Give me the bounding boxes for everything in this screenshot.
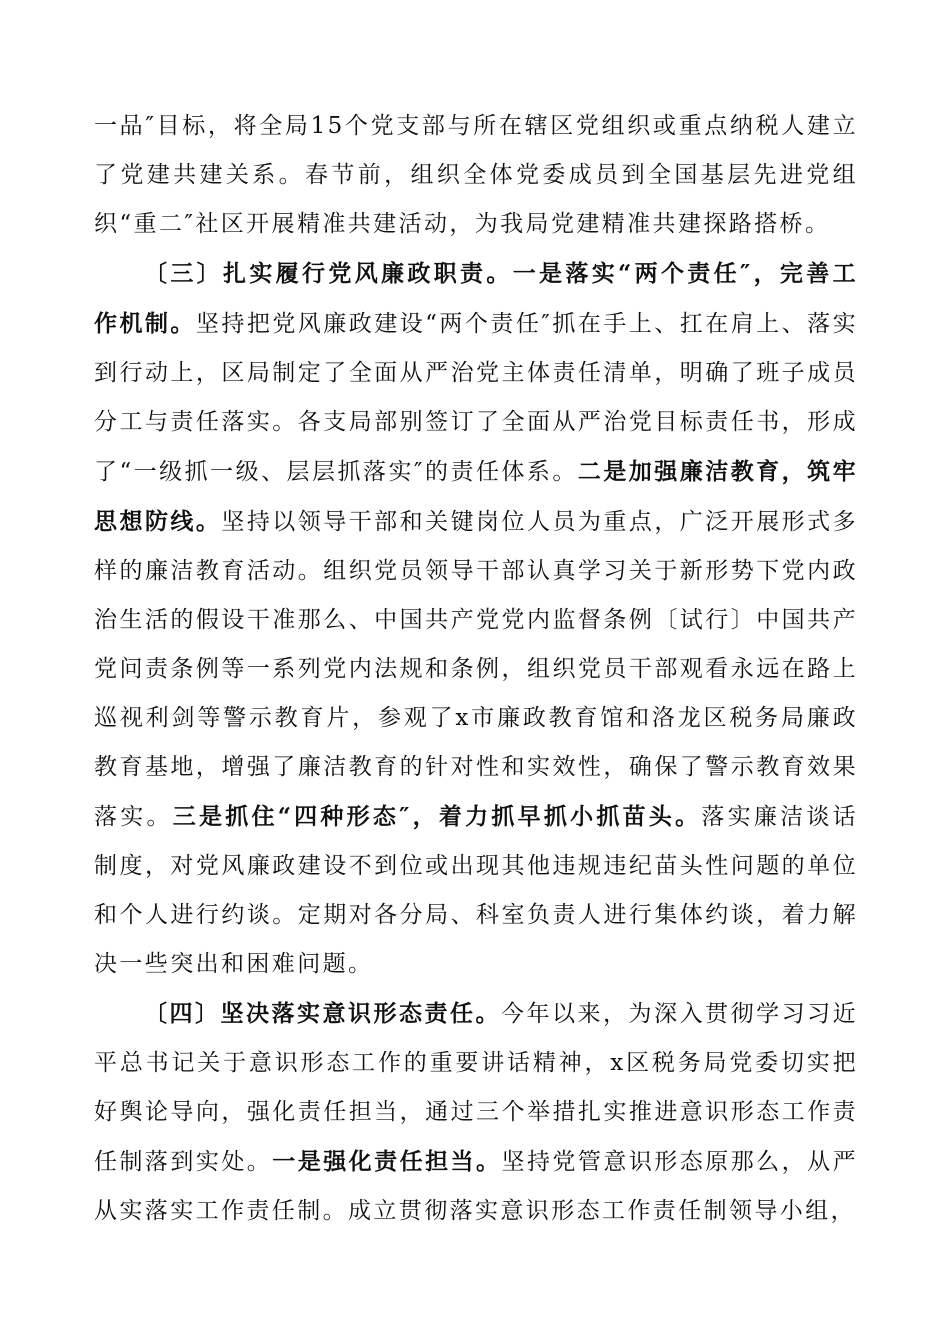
paragraph-text: 坚持以领导干部和关键岗位人员为重点，广泛开展形式多样的廉洁教育活动。组织党员领导干部认真学习关于新形势下党内政治生活的假设干准那么、中国共产党党内监督条例〔试行〕中国共产党问责条例等一系列党内法规和条例，组织党员干部观看永远在路上巡视利剑等警示教育片，参观了x市廉政教育馆和洛龙区税务局廉政教育基地，增强了廉洁教育的针对性和实效性，确保了警示教育效果落实。 — [94, 509, 859, 830]
paragraph-text: 坚持党管意识形态原那么，从严从实落实工作责任制。成立贯彻落实意识形态工作责任制领导小组， — [94, 1149, 858, 1224]
paragraph-text: 一品″目标，将全局15个党支部与所在辖区党组织或重点纳税人建立了党建共建关系。春节前，组织全体党委成员到全国基层先进党组织“重二″社区开展精准共建活动，为我局党建精准共建探路搭桥。 — [94, 113, 858, 237]
paragraph-3 — [94, 989, 858, 1236]
section-heading-3-party-conduct: 〔三〕扎实履行党风廉政职责。一是落实“两个责任″，完善工作机制。 — [94, 260, 858, 337]
subheading-responsibility: 一是强化责任担当。 — [272, 1148, 502, 1175]
section-heading-4-ideology: 〔四〕坚决落实意识形态责任。 — [144, 1000, 502, 1027]
subheading-four-forms: 三是抓住“四种形态″，着力抓早抓小抓苗头。 — [172, 803, 702, 830]
paragraph-2 — [94, 249, 858, 989]
subheading-integrity-education: 二是加强廉洁教育，筑牢思想防线。 — [94, 458, 858, 535]
document-body — [94, 102, 858, 1236]
paragraph-text: 今年以来，为深入贯彻学习习近平总书记关于意识形态工作的重要讲话精神，x区税务局党委切实把好舆论导向，强化责任担当，通过三个举措扎实推进意识形态工作责任制落到实处。 — [94, 1001, 858, 1175]
paragraph-1 — [94, 102, 858, 249]
paragraph-text: 落实廉洁谈话制度，对党风廉政建设不到位或出现其他违规违纪苗头性问题的单位和个人进行约谈。定期对各分局、科室负责人进行集体约谈，着力解决一些突出和困难问题。 — [94, 804, 858, 977]
paragraph-text: 坚持把党风廉政建设“两个责任″抓在手上、扛在肩上、落实到行动上，区局制定了全面从严治党主体责任清单，明确了班子成员分工与责任落实。各支局部别签订了全面从严治党目标责任书，形成了“一级抓一级、层层抓落实″的责任体系。 — [94, 311, 858, 485]
